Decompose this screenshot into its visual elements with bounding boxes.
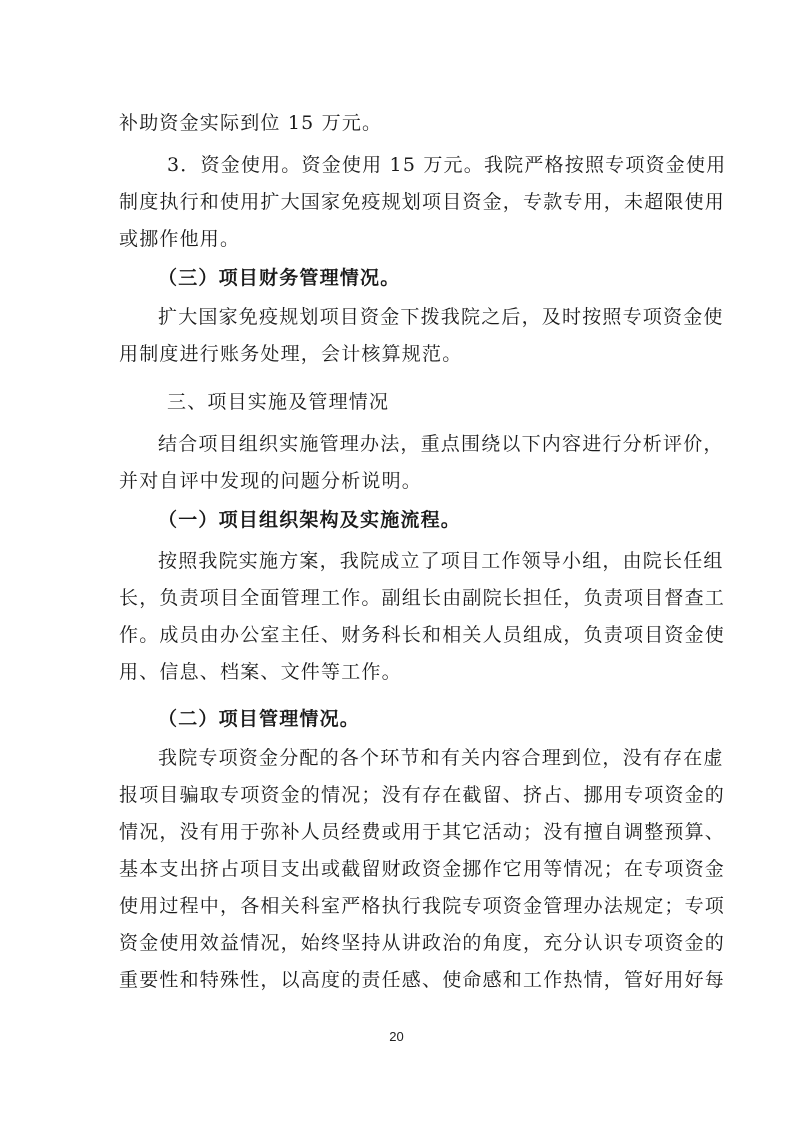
body-line-14: 作。成员由办公室主任、财务科长和相关人员组成，负责项目资金使 bbox=[119, 624, 726, 646]
body-line-1: 补助资金实际到位 15 万元。 bbox=[119, 112, 383, 134]
body-line-6: 扩大国家免疫规划项目资金下拨我院之后，及时按照专项资金使 bbox=[158, 306, 724, 328]
body-line-9: 结合项目组织实施管理办法，重点围绕以下内容进行分析评价， bbox=[158, 433, 724, 455]
section-heading-1: （一）项目组织架构及实施流程。 bbox=[158, 509, 462, 531]
body-line-21: 使用过程中，各相关科室严格执行我院专项资金管理办法规定；专项 bbox=[119, 895, 726, 917]
body-line-7: 用制度进行账务处理，会计核算规范。 bbox=[119, 343, 463, 365]
body-line-23: 重要性和特殊性，以高度的责任感、使命感和工作热情，管好用好每 bbox=[119, 969, 726, 991]
body-line-20: 基本支出挤占项目支出或截留财政资金挪作它用等情况；在专项资金 bbox=[119, 858, 726, 880]
body-line-18: 报项目骗取专项资金的情况；没有存在截留、挤占、挪用专项资金的 bbox=[119, 784, 726, 806]
body-line-22: 资金使用效益情况，始终坚持从讲政治的角度，充分认识专项资金的 bbox=[119, 932, 726, 954]
body-line-12: 按照我院实施方案，我院成立了项目工作领导小组，由院长任组 bbox=[158, 550, 724, 572]
body-line-17: 我院专项资金分配的各个环节和有关内容合理到位，没有存在虚 bbox=[158, 747, 724, 769]
section-heading-3: （三）项目财务管理情况。 bbox=[158, 267, 401, 289]
section-heading-2: （二）项目管理情况。 bbox=[158, 708, 361, 730]
body-line-10: 并对自评中发现的问题分析说明。 bbox=[119, 470, 423, 492]
body-line-2: 3．资金使用。资金使用 15 万元。我院严格按照专项资金使用 bbox=[167, 154, 727, 176]
body-line-4: 或挪作他用。 bbox=[119, 228, 241, 250]
body-line-13: 长，负责项目全面管理工作。副组长由副院长担任，负责项目督查工 bbox=[119, 587, 726, 609]
body-line-19: 情况，没有用于弥补人员经费或用于其它活动；没有擅自调整预算、 bbox=[119, 821, 726, 843]
page-number: 20 bbox=[389, 1029, 404, 1044]
body-line-15: 用、信息、档案、文件等工作。 bbox=[119, 661, 402, 683]
chapter-heading: 三、项目实施及管理情况 bbox=[167, 391, 390, 413]
body-line-3: 制度执行和使用扩大国家免疫规划项目资金，专款专用，未超限使用 bbox=[119, 191, 726, 213]
